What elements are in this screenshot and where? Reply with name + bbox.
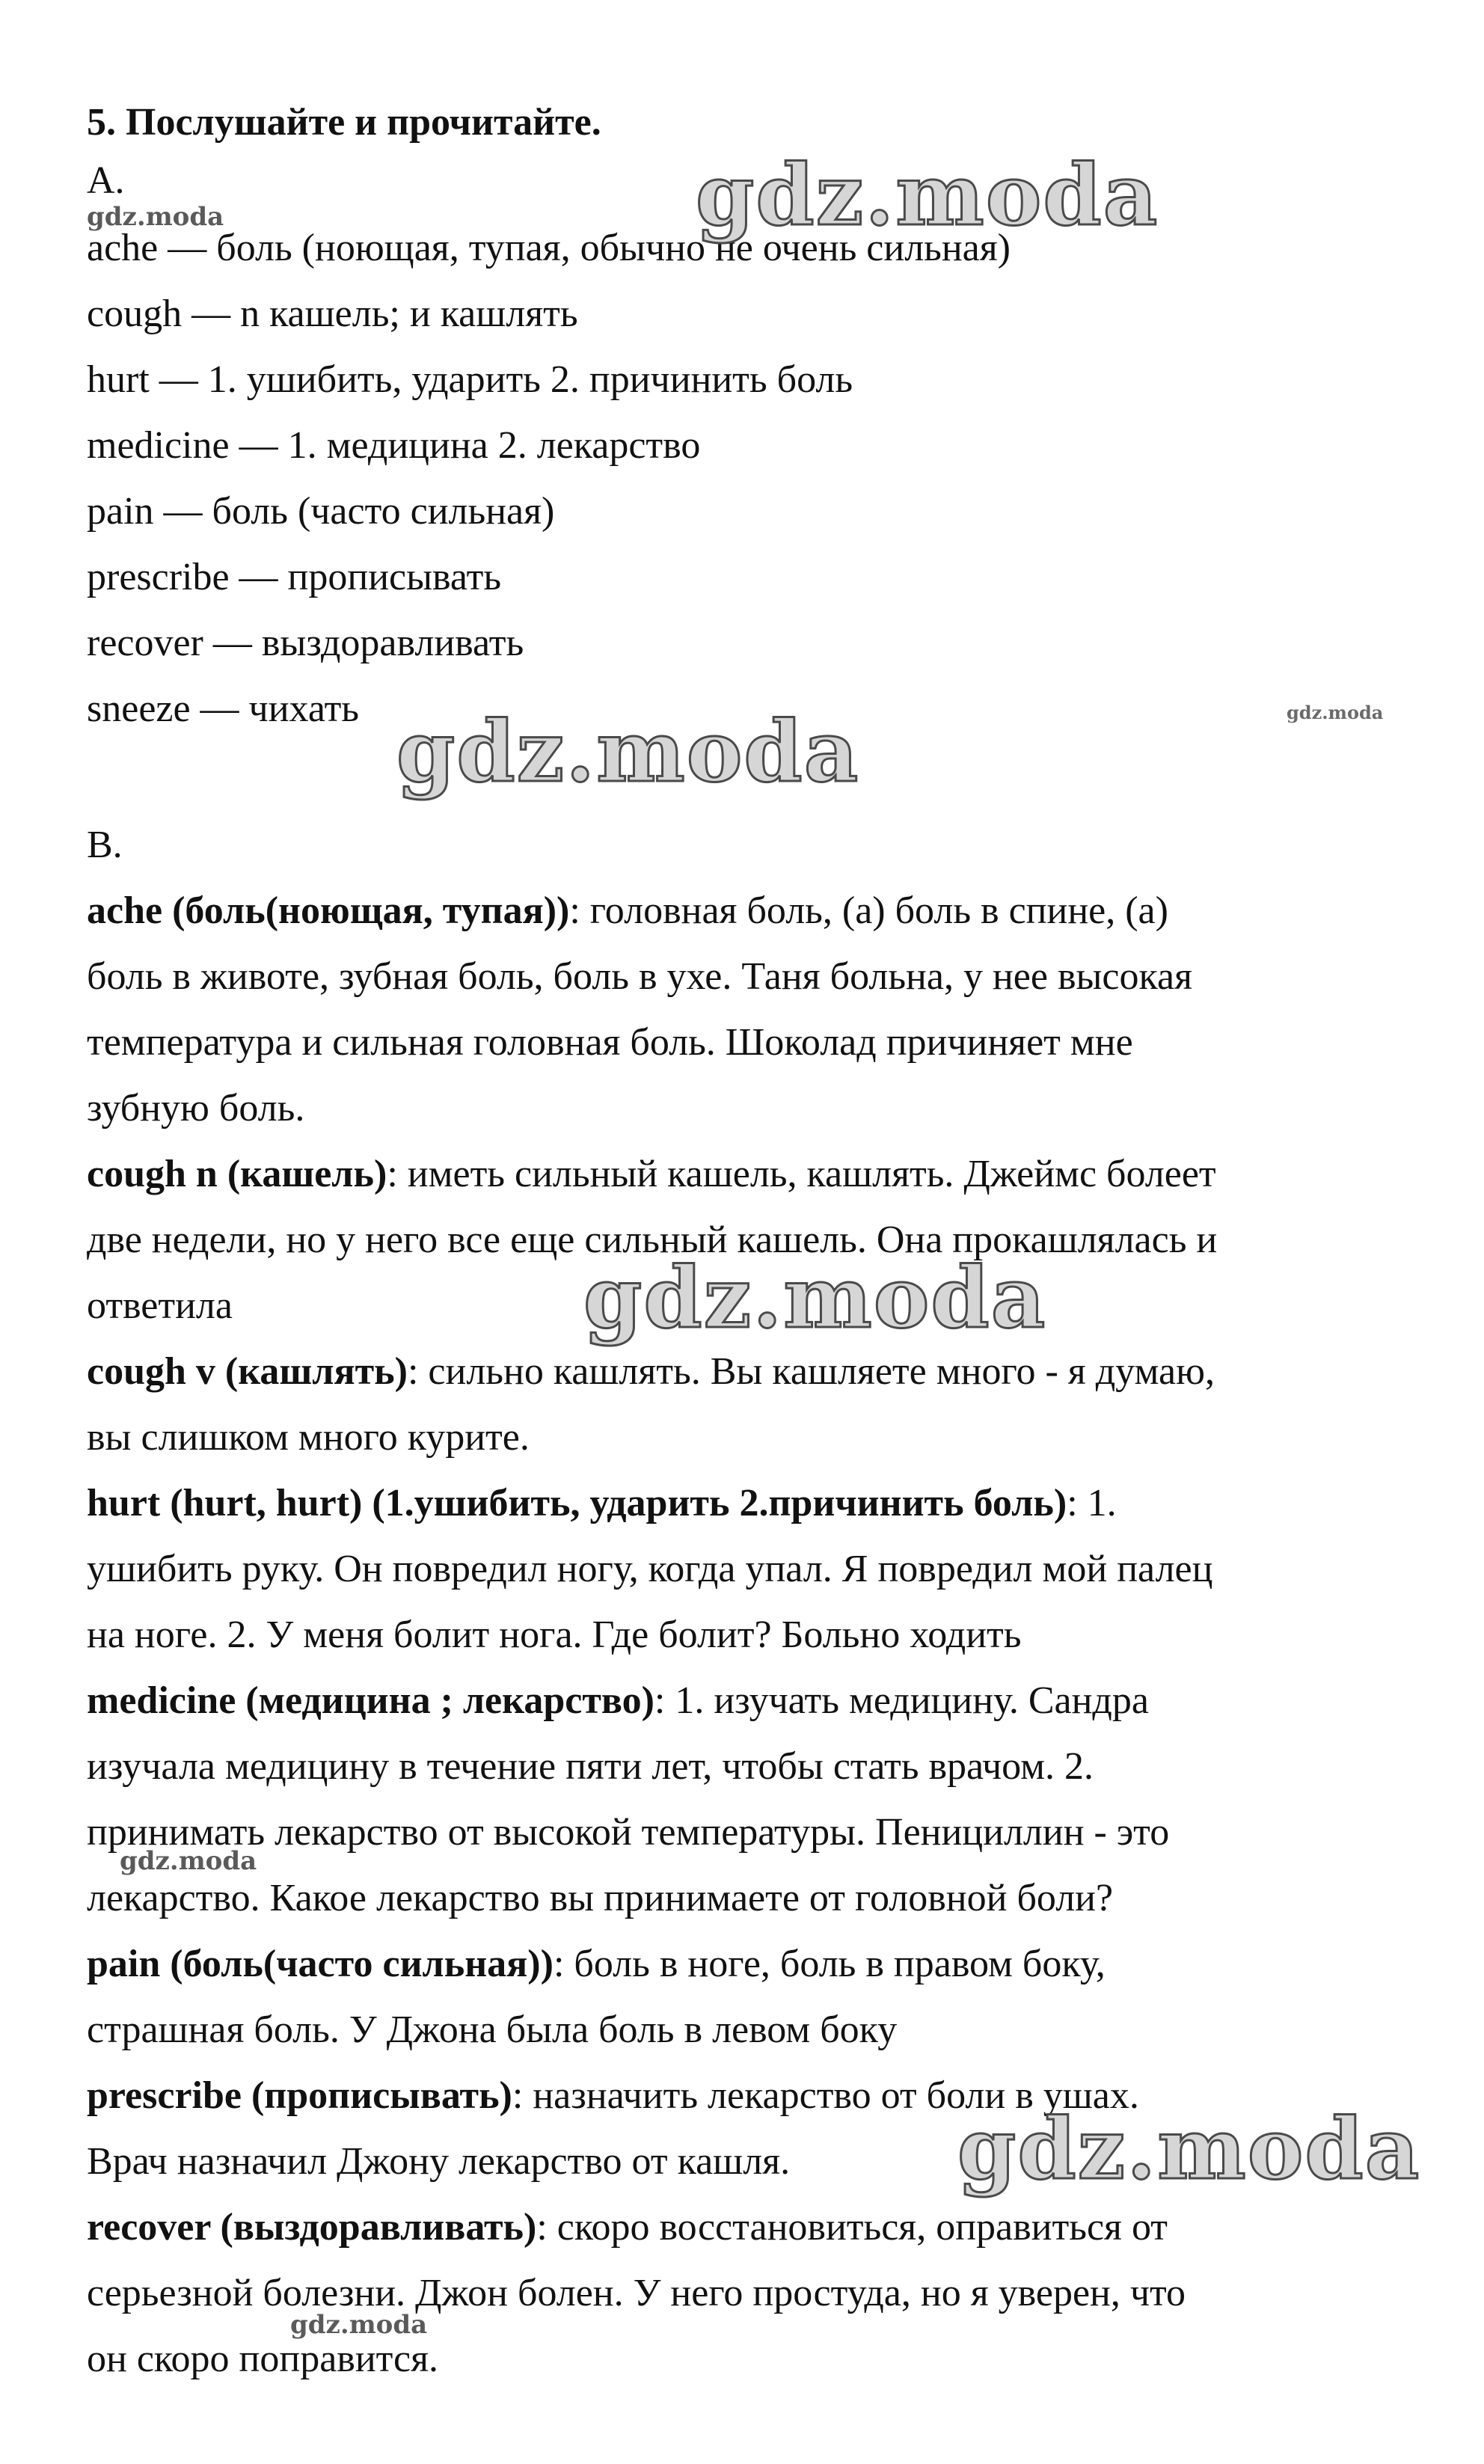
term-cough-n: cough n (кашель) — [87, 1153, 387, 1195]
term-hurt: hurt (hurt, hurt) (1.ушибить, ударить 2.причинить боль) — [87, 1482, 1067, 1524]
vocab-entry-recover: recover — выздоравливать — [87, 622, 524, 664]
watermark-large: gdz.moda — [957, 2100, 1421, 2198]
example-hurt-line-1: hurt (hurt, hurt) (1.ушибить, ударить 2.причинить боль): 1. — [87, 1482, 1117, 1524]
vocab-entry-hurt: hurt — 1. ушибить, ударить 2. причинить боль — [87, 358, 853, 401]
term-ache: ache (боль(ноющая, тупая)) — [87, 889, 570, 932]
vocab-entry-ache: ache — боль (ноющая, тупая, обычно не очень сильная) — [87, 227, 1011, 269]
term-prescribe: prescribe (прописывать) — [87, 2074, 512, 2117]
example-cough-v-line-1: cough v (кашлять): сильно кашлять. Вы кашляете много - я думаю, — [87, 1350, 1215, 1393]
watermark-large: gdz.moda — [583, 1249, 1047, 1347]
example-cough-n-line-2: две недели, но у него все еще сильный кашель. Она прокашлялась и — [87, 1219, 1218, 1261]
example-recover-line-1: recover (выздоравливать): скоро восстановиться, оправиться от — [87, 2206, 1168, 2249]
watermark-large: gdz.moda — [396, 703, 860, 801]
exercise-heading: 5. Послушайте и прочитайте. — [87, 101, 601, 144]
vocab-entry-pain: pain — боль (часто сильная) — [87, 490, 555, 533]
example-recover-line-2: серьезной болезни. Джон болен. У него простуда, но я уверен, что — [87, 2272, 1186, 2314]
example-ache-line-3: температура и сильная головная боль. Шоколад причиняет мне — [87, 1021, 1133, 1064]
vocab-entry-cough: cough — n кашель; и кашлять — [87, 292, 578, 335]
watermark-small: gdz.moda — [290, 2310, 428, 2340]
vocab-entry-medicine: medicine — 1. медицина 2. лекарство — [87, 424, 701, 467]
example-ache-line-4: зубную боль. — [87, 1087, 305, 1130]
vocab-entry-prescribe: prescribe — прописывать — [87, 556, 502, 598]
example-medicine-line-4: лекарство. Какое лекарство вы принимаете от головной боли? — [87, 1877, 1114, 1919]
term-medicine: medicine (медицина ; лекарство) — [87, 1679, 654, 1722]
example-pain-line-1: pain (боль(часто сильная)): боль в ноге, боль в правом боку, — [87, 1943, 1106, 1985]
example-pain-line-2: страшная боль. У Джона была боль в левом боку — [87, 2008, 898, 2051]
example-medicine-line-1: medicine (медицина ; лекарство): 1. изучать медицину. Сандра — [87, 1679, 1149, 1722]
example-cough-v-line-2: вы слишком много курите. — [87, 1416, 530, 1459]
example-ache-line-2: боль в животе, зубная боль, боль в ухе. Таня больна, у нее высокая — [87, 955, 1192, 998]
part-a-label: A. — [87, 159, 125, 202]
example-cough-n-line-3: ответила — [87, 1284, 233, 1327]
example-cough-n-line-1: cough n (кашель): иметь сильный кашель, кашлять. Джеймс болеет — [87, 1153, 1216, 1195]
example-ache-line-1: ache (боль(ноющая, тупая)): головная боль, (a) боль в спине, (a) — [87, 889, 1168, 932]
watermark-small: gdz.moda — [87, 202, 224, 232]
term-pain: pain (боль(часто сильная)) — [87, 1943, 554, 1985]
example-medicine-line-2: изучала медицину в течение пяти лет, чтобы стать врачом. 2. — [87, 1745, 1094, 1788]
vocab-entry-sneeze: sneeze — чихать — [87, 687, 360, 730]
part-b-label: B. — [87, 824, 123, 866]
watermark-small: gdz.moda — [120, 1846, 257, 1876]
example-medicine-line-3: принимать лекарство от высокой температуры. Пенициллин - это — [87, 1811, 1170, 1854]
watermark-large: gdz.moda — [696, 147, 1159, 245]
example-prescribe-line-2: Врач назначил Джону лекарство от кашля. — [87, 2140, 791, 2183]
term-cough-v: cough v (кашлять) — [87, 1350, 408, 1393]
term-recover: recover (выздоравливать) — [87, 2206, 537, 2249]
example-recover-line-3: он скоро поправится. — [87, 2338, 439, 2380]
example-hurt-line-2: ушибить руку. Он повредил ногу, когда упал. Я повредил мой палец — [87, 1548, 1213, 1590]
watermark-tiny: gdz.moda — [1287, 702, 1384, 723]
example-prescribe-line-1: prescribe (прописывать): назначить лекарство от боли в ушах. — [87, 2074, 1139, 2117]
example-hurt-line-3: на ноге. 2. У меня болит нога. Где болит? Больно ходить — [87, 1613, 1022, 1656]
